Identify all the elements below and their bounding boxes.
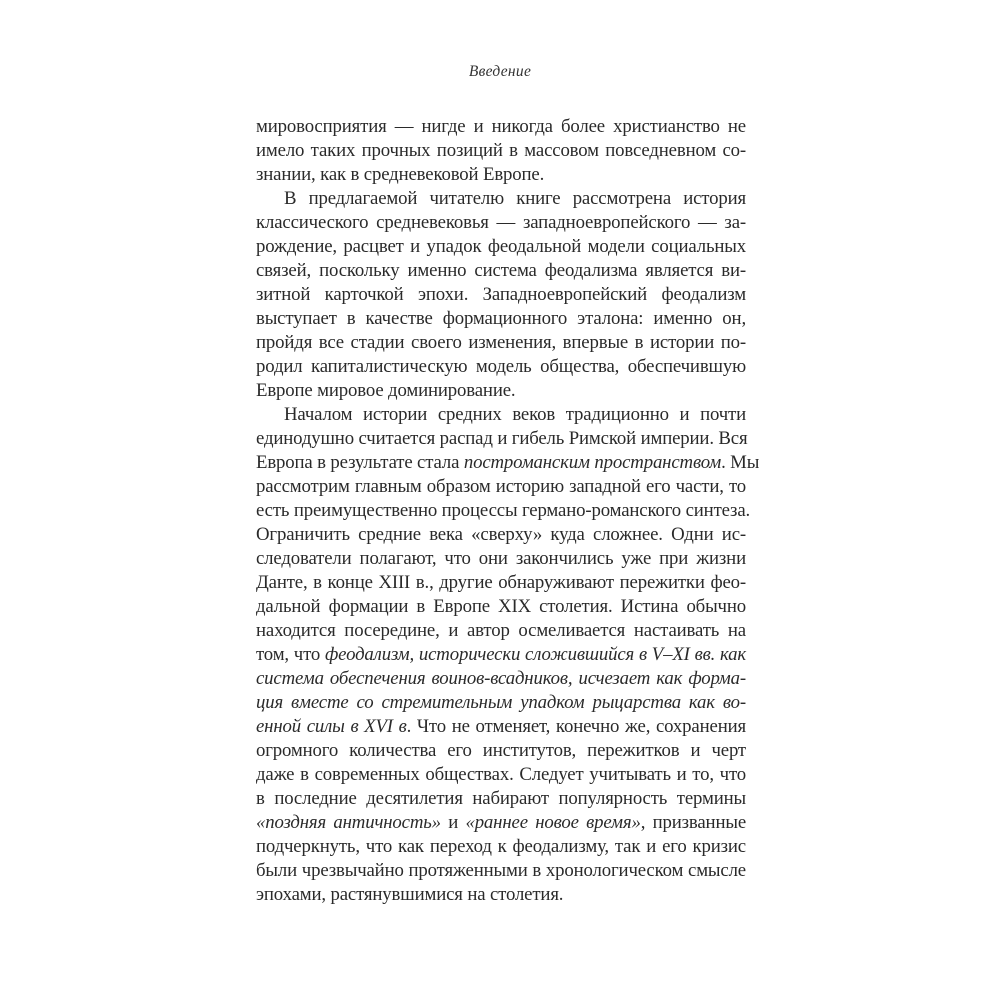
- text-segment: связей, поскольку именно система феодализма является ви-: [256, 260, 746, 281]
- text-segment: зитной карточкой эпохи. Западноевропейский феодализм: [256, 284, 746, 305]
- text-segment: рождение, расцвет и упадок феодальной модели социальных: [256, 236, 746, 257]
- text-line: [256, 859, 746, 883]
- text-line: [256, 883, 746, 907]
- body-text: [256, 115, 760, 907]
- text-segment: Ограничить средние века «сверху» куда сложнее. Одни ис-: [256, 524, 746, 545]
- paragraph: [256, 403, 760, 907]
- text-line: [256, 427, 746, 451]
- text-line: [256, 331, 746, 355]
- text-line: [256, 643, 746, 667]
- text-segment: том, что: [256, 644, 325, 665]
- text-segment: пройдя все стадии своего изменения, впервые в истории по-: [256, 332, 746, 353]
- text-line: [256, 739, 746, 763]
- text-line: [256, 115, 746, 139]
- text-line: [256, 595, 746, 619]
- italic-text: «раннее новое время»: [465, 812, 641, 833]
- text-line: [256, 547, 746, 571]
- text-segment: были чрезвычайно протяженными в хронологическом смысле: [256, 860, 746, 881]
- text-line: [256, 259, 746, 283]
- text-segment: выступает в качестве формационного эталона: именно он,: [256, 308, 746, 329]
- text-segment: единодушно считается распад и гибель Римской империи. Вся: [256, 428, 748, 449]
- italic-text: система обеспечения воинов-всадников, исчезает как форма-: [256, 668, 746, 689]
- text-segment: Началом истории средних веков традиционно и почти: [284, 404, 746, 425]
- text-line: [256, 619, 746, 643]
- paragraph: [256, 115, 746, 187]
- text-line: [256, 523, 746, 547]
- text-segment: даже в современных обществах. Следует учитывать и то, что: [256, 764, 746, 785]
- text-line: [256, 667, 746, 691]
- text-segment: В предлагаемой читателю книге рассмотрена история: [284, 188, 746, 209]
- text-segment: родил капиталистическую модель общества, обеспечившую: [256, 356, 746, 377]
- italic-text: построманским пространством: [463, 452, 722, 473]
- text-line: [256, 403, 746, 427]
- italic-text: «поздняя античность»: [256, 812, 441, 833]
- text-line: [256, 379, 746, 403]
- text-line: [256, 355, 746, 379]
- text-line: [256, 499, 751, 523]
- text-segment: , призванные: [640, 812, 746, 833]
- text-segment: огромного количества его институтов, пережитков и черт: [256, 740, 746, 761]
- text-line: [256, 475, 746, 499]
- text-segment: Данте, в конце XIII в., другие обнаруживают пережитки фео-: [256, 572, 746, 593]
- text-segment: классического средневековья — западноевропейского — за-: [256, 212, 746, 233]
- text-line: [256, 763, 746, 787]
- running-head: Введение: [468, 63, 532, 80]
- text-segment: рассмотрим главным образом историю западной его части, то: [256, 476, 746, 497]
- text-segment: . Мы: [721, 452, 760, 473]
- text-line: [256, 163, 746, 187]
- italic-text: енной силы в XVI в: [256, 716, 407, 737]
- text-line: [256, 187, 746, 211]
- text-segment: находится посередине, и автор осмеливается настаивать на: [256, 620, 746, 641]
- text-line: [256, 211, 746, 235]
- text-segment: мировосприятия — нигде и никогда более христианство не: [256, 116, 746, 137]
- text-segment: и: [440, 812, 466, 833]
- text-line: [256, 787, 746, 811]
- text-line: [256, 691, 746, 715]
- text-segment: имело таких прочных позиций в массовом повседневном со-: [256, 140, 746, 161]
- paragraph: [256, 187, 746, 403]
- text-segment: в последние десятилетия набирают популярность термины: [256, 788, 746, 809]
- text-segment: подчеркнуть, что как переход к феодализму, так и его кризис: [256, 836, 746, 857]
- text-line: [256, 571, 746, 595]
- text-line: [256, 715, 746, 739]
- text-line: [256, 307, 746, 331]
- text-segment: Европа в результате стала: [256, 452, 464, 473]
- text-line: [256, 811, 746, 835]
- text-line: [256, 235, 746, 259]
- text-line: [256, 451, 760, 475]
- italic-text: феодализм, исторически сложившийся в V–XI вв. как: [324, 644, 746, 665]
- text-segment: эпохами, растянувшимися на столетия.: [256, 884, 564, 905]
- text-segment: следователи полагают, что они закончились уже при жизни: [256, 548, 746, 569]
- text-segment: знании, как в средневековой Европе.: [256, 164, 545, 185]
- text-line: [256, 139, 746, 163]
- text-segment: есть преимущественно процессы германо-романского синтеза.: [256, 500, 751, 521]
- text-line: [256, 835, 746, 859]
- text-segment: . Что не отменяет, конечно же, сохранения: [406, 716, 746, 737]
- text-segment: дальной формации в Европе XIX столетия. Истина обычно: [256, 596, 746, 617]
- text-line: [256, 283, 746, 307]
- italic-text: ция вместе со стремительным упадком рыцарства как во-: [256, 692, 746, 713]
- text-segment: Европе мировое доминирование.: [256, 380, 516, 401]
